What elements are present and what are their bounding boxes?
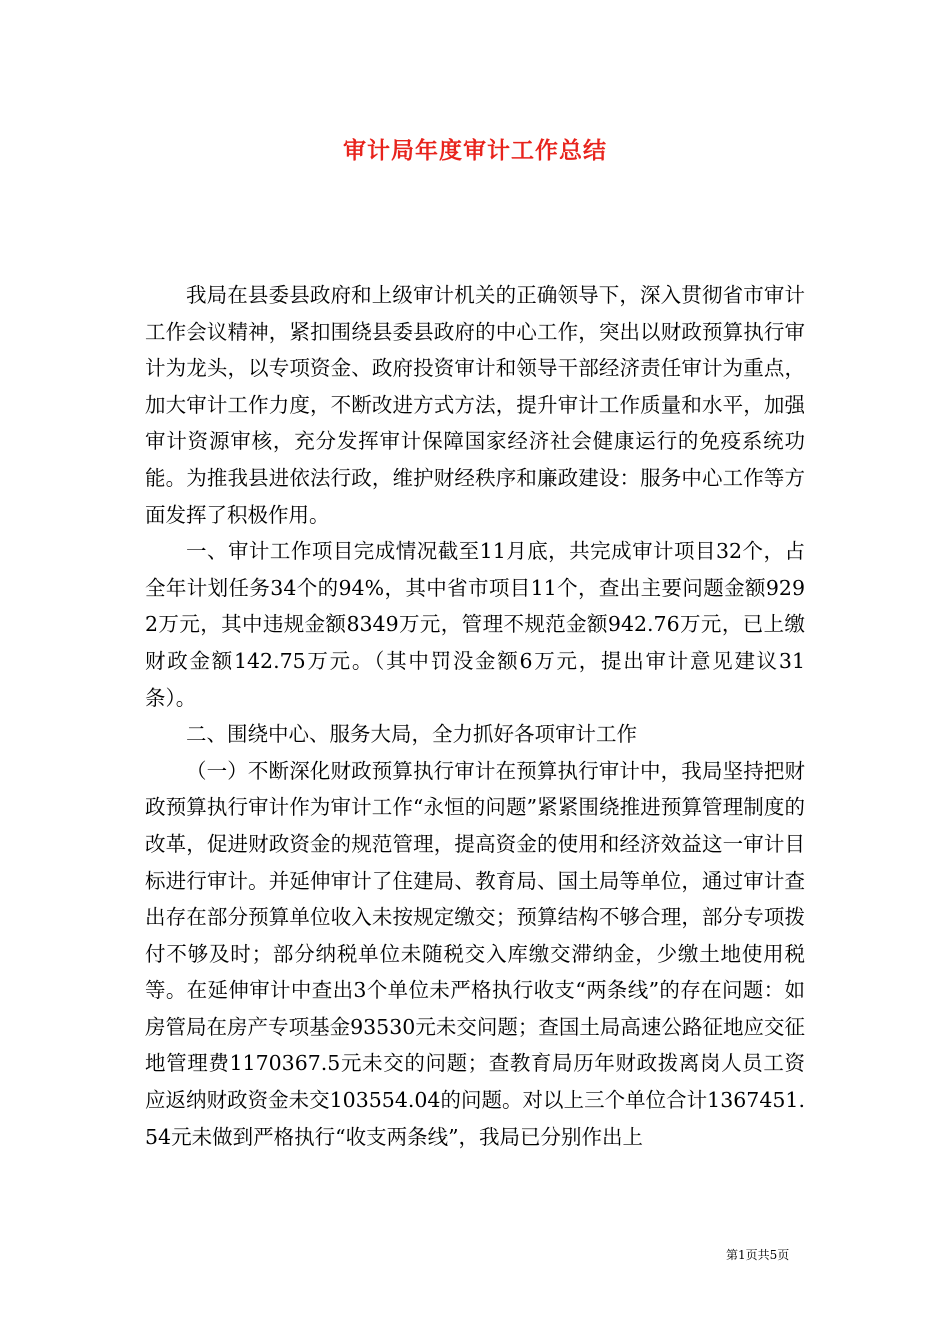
section-one-paragraph: 一、审计工作项目完成情况截至11月底，共完成审计项目32个，占全年计划任务34个的94%，其中省市项目11个，查出主要问题金额9292万元，其中违规金额8349万元，管理不规范金额942.76万元，已上缴财政金额142.75万元。（其中罚没金额6万元，提出审计意见建议31条）。 (145, 539, 805, 710)
document-title: 审计局年度审计工作总结 (343, 137, 607, 164)
document-body (145, 277, 805, 1155)
intro-paragraph: 我局在县委县政府和上级审计机关的正确领导下，深入贯彻省市审计工作会议精神，紧扣围绕县委县政府的中心工作，突出以财政预算执行审计为龙头，以专项资金、政府投资审计和领导干部经济责任审计为重点，加大审计工作力度，不断改进方式方法，提升审计工作质量和水平，加强审计资源审核，充分发挥审计保障国家经济社会健康运行的免疫系统功能。为推我县进依法行政，维护财经秩序和廉政建设：服务中心工作等方面发挥了积极作用。 (145, 283, 805, 527)
subsection-one-paragraph: （一）不断深化财政预算执行审计在预算执行审计中，我局坚持把财政预算执行审计作为审计工作“永恒的问题”紧紧围绕推进预算管理制度的改革，促进财政资金的规范管理，提高资金的使用和经济效益这一审计目标进行审计。并延伸审计了住建局、教育局、国土局等单位，通过审计查出存在部分预算单位收入未按规定缴交；预算结构不够合理，部分专项拨付不够及时；部分纳税单位未随税交入库缴交滞纳金，少缴土地使用税等。在延伸审计中查出3个单位未严格执行收支“两条线”的存在问题：如房管局在房产专项基金93530元未交问题；查国土局高速公路征地应交征地管理费1170367.5元未交的问题；查教育局历年财政拨离岗人员工资应返纳财政资金未交103554.04的问题。对以上三个单位合计1367451.54元未做到严格执行“收支两条线”，我局已分别作出上 (145, 758, 805, 1149)
page-number: 第1页共5页 (726, 1248, 790, 1262)
section-two-heading: 二、围绕中心、服务大局，全力抓好各项审计工作 (186, 722, 637, 747)
